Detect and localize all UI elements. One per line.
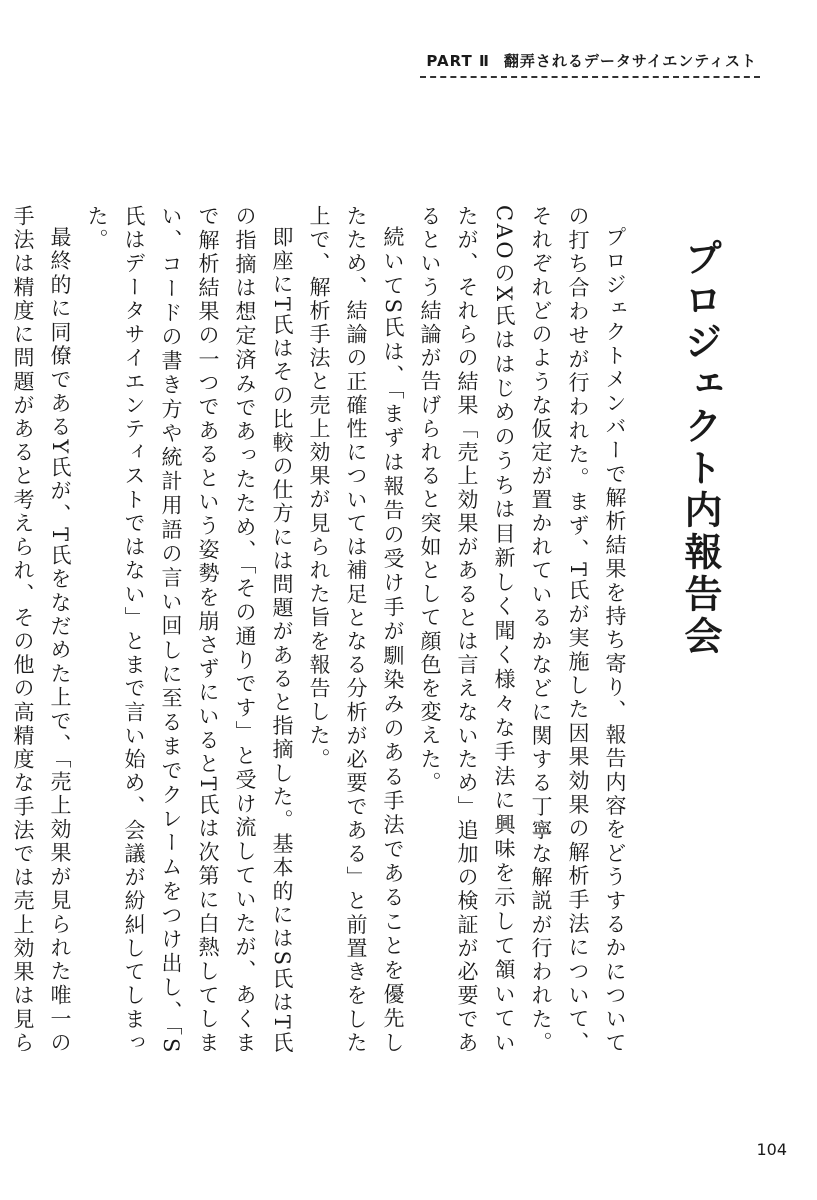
section-title: プロジェクト内報告会 — [678, 238, 722, 658]
part-label: PART Ⅱ — [426, 52, 490, 70]
body-text — [11, 205, 633, 1055]
paragraph: 続いてS氏は、「まずは報告の受け手が馴染みのある手法であることを優先したため、結論の正確性については補足となる分析が必要である」と前置きをした上で、解析手法と売上効果が見られた旨を報告した。 — [307, 205, 405, 1055]
page-number: 104 — [756, 1140, 787, 1159]
paragraph: プロジェクトメンバーで解析結果を持ち寄り、報告内容をどうするかについての打ち合わせが行われた。まず、T氏が実施した因果効果の解析手法について、それぞれどのような仮定が置かれているかなどに関する丁寧な解説が行われた。CAOのX氏ははじめのうちは目新しく聞く様々な手法に興味を示して頷いていたが、それらの結果「売上効果があるとは言えないため」追加の検証が必要であるという結論が告げられると突如として顔色を変えた。 — [418, 205, 627, 1055]
header-dashed-rule — [420, 76, 760, 78]
paragraph: 即座にT氏はその比較の仕方には問題があると指摘した。基本的にはS氏はT氏の指摘は想定済みであったため、「その通りです」と受け流していたが、あくまで解析結果の一つであるという姿勢を崩さずにいるとT氏は次第に白熱してしまい、コードの書き方や統計用語の言い回しに至るまでクレームをつけ出し、「S氏はデータサイエンティストではない」とまで言い始め、会議が紛糾してしまった。 — [85, 205, 294, 1055]
paragraph: 最終的に同僚であるY氏が、T氏をなだめた上で、「売上効果が見られた唯一の手法は精度に問題があると考えられ、その他の高精度な手法では売上効果は見ら — [11, 205, 72, 1055]
chapter-title: 翻弄されるデータサイエンティスト — [503, 52, 757, 70]
running-header — [426, 50, 757, 71]
